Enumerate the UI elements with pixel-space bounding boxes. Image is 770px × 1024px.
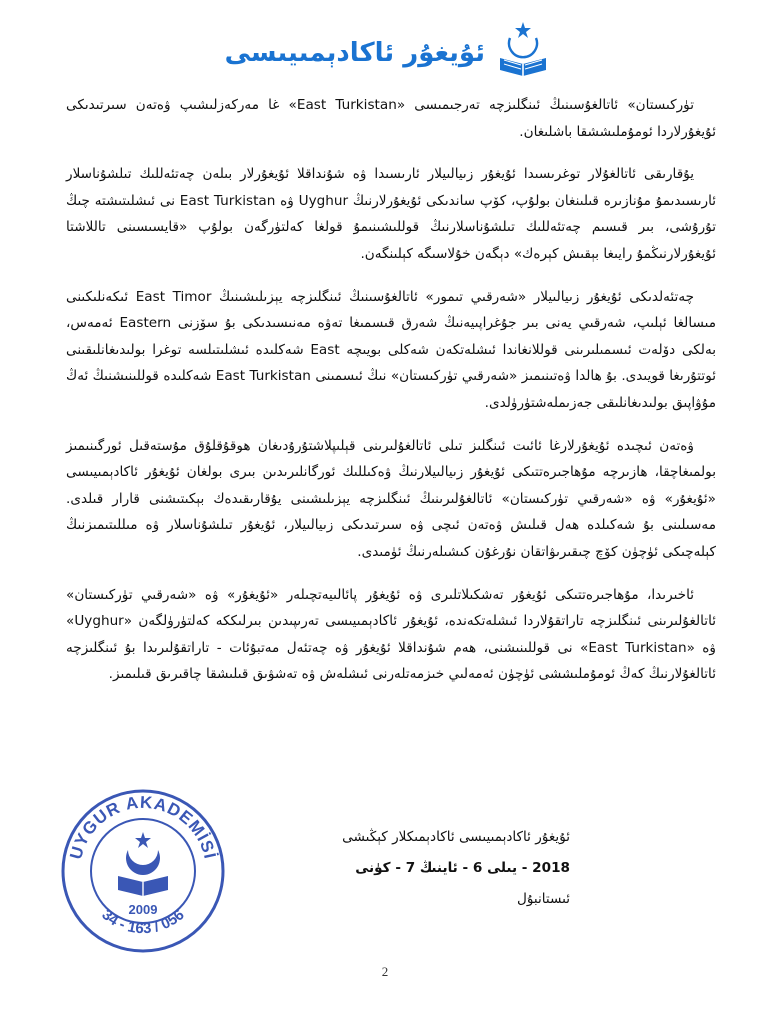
paragraph: تۈركىستان» ئاتالغۇسىنىڭ ئىنگلىزچە تەرجىمىسى «East Turkistan» غا مەركەزلىشىپ ۋەتەن سىرتىدىكى ئۇيغۇرلاردا ئومۇملىششقا باشلىغان.: [66, 97, 716, 140]
paragraph: چەتئەلدىكى ئۇيغۇر زىيالىيلار «شەرقىي تىمور» ئاتالغۇسىنىڭ ئىنگلىزچە يېزىلىشىنىڭ East Timor ئىكەنلىكىنى مىسالغا ئېلىپ، شەرقىي يەنى بىر جۇغراپىيەنىڭ شەرق قىسمىغا تەۋە مەنىسىدىكى بۇ سۆزنى Eastern ئەمەس، بەلكى دۆلەت ئىسمىلىرىنى قوللانغاندا ئىشلەتكەن شەكلى بويىچە East شەكلىدە ئىشلىتىلسە توغرا بولىدىغانلىقىنى ئوتتۇرىغا قويىدى. بۇ ھالدا ۋەتىنىمىز «شەرقىي تۈركىستان» نىڭ ئىسمىنى East Turkistan شەكلىدە قوللىنىشنىڭ ئەڭ مۇۋاپىق بولىدىغانلىقى جەزىملەشتۈرۈلدى.: [66, 288, 717, 411]
stamp-top-text: UYGUR AKADEMİSİ: [66, 792, 220, 862]
official-stamp: [58, 786, 228, 956]
stamp-star-icon: [135, 832, 151, 848]
academy-logo-icon: [494, 18, 552, 78]
signature-org: ئۇيغۇر ئاكادېمىيىسى ئاكادېمىكلار كېڭىشى: [342, 829, 570, 845]
paragraph: ئاخىرىدا، مۇھاجىرەتتىكى ئۇيغۇر تەشكىلاتلىرى ۋە ئۇيغۇر پائالىيەتچىلەر «ئۇيغۇر» ۋە «شەرقىي تۈركىستان» ئاتالغۇلىرىنى ئىنگلىزچە تاراتقۇلاردا ئىشلەتكەندە، ئۇيغۇر ئاكادېمىيىسى تەرىپىدىن بىرلىككە كەلتۈرۈلگەن «Uyghur» ۋە «East Turkistan» نى قوللىنىشنى، ھەم شۇنداقلا ئۇيغۇر ۋە چەتئەل مەتبۇئات - تاراتقۇلىرىدا بۇ ئىنگلىزچە ئاتالغۇلارنىڭ كەڭ ئومۇملىششى ئۈچۈن ئەمەلىي خىزمەتلەرنى ئىشلەش ۋە تەشۋىق قىلىشقا چاقىرىق قىلىمىز.: [66, 586, 716, 683]
page-header: [0, 18, 770, 80]
stamp-year: 2009: [128, 902, 158, 917]
signature-block: [342, 822, 570, 915]
signature-city: ئىستانبۇل: [516, 891, 570, 907]
academy-title: ئۇيغۇر ئاكادېمىيىسى: [224, 38, 485, 68]
stamp-number: 34 - 163 / 056: [98, 906, 188, 938]
signature-date: 2018 - يىلى 6 - ئاينىڭ 7 - كۈنى: [355, 860, 570, 876]
stamp-crescent-icon: [126, 850, 160, 875]
paragraph: يۇقارىقى ئاتالغۇلار توغرىسىدا ئۇيغۇر زىيالىيلار ئارىسىدا ۋە شۇنداقلا ئۇيغۇرلار بىلەن چەتئەللىك تىلشۇناسلار ئارىسىدىمۇ مۇنازىرە قىلىنغان بولۇپ، كۆپ ساندىكى ئۇيغۇرلارنىڭ Uyghur ۋە East Turkistan نى ئىشلىتىشتە چىڭ تۇرۇشى، بىر قىسىم چەتئەللىك تىلشۇناسلارنىڭ قوللىشىنىمۇ قولغا كەلتۈرگەن بولۇپ «قايسىسىنى تاللاشتا ئۇيغۇرلارنىڭمۇ رايىغا بېقىش كېرەك» دېگەن خۇلاسىگە كېلىنگەن.: [66, 166, 716, 262]
document-body: [66, 92, 716, 704]
paragraph: ۋەتەن ئىچىدە ئۇيغۇرلارغا ئائىت ئىنگلىز تىلى ئاتالغۇلىرىنى قېلىپلاشتۇرۇدىغان ھوقۇقلۇق مۇستەقىل ئورگىنىمىز بولمىغاچقا، ھازىرچە مۇھاجىرەتتىكى ئۇيغۇر زىيالىيلارنىڭ ۋەكىللىك ئورگانلىرىدىن بىرى بولغان ئۇيغۇر ئاكادېمىيىسى «ئۇيغۇر» ۋە «شەرقىي تۈركىستان» ئاتالغۇلىرىنىڭ ئىنگلىزچە يېزىلىشىنى يۇقارىقىدەك بېكىتىشنى قارار قىلدى. مەسىلىنى بۇ شەكىلدە ھەل قىلىش ۋەتەن ئىچى ۋە سىرتىدىكى زىيالىيلار، ئۇيغۇر تىلشۇناسلار ۋە مىللىتىمىزنىڭ كېلەچىكى ئۈچۈن كۆچ چىقىرىۋاتقان نۇرغۇن كىشىلەرنىڭ ئۈمىدى.: [66, 437, 716, 560]
page-number: 2: [381, 964, 389, 979]
